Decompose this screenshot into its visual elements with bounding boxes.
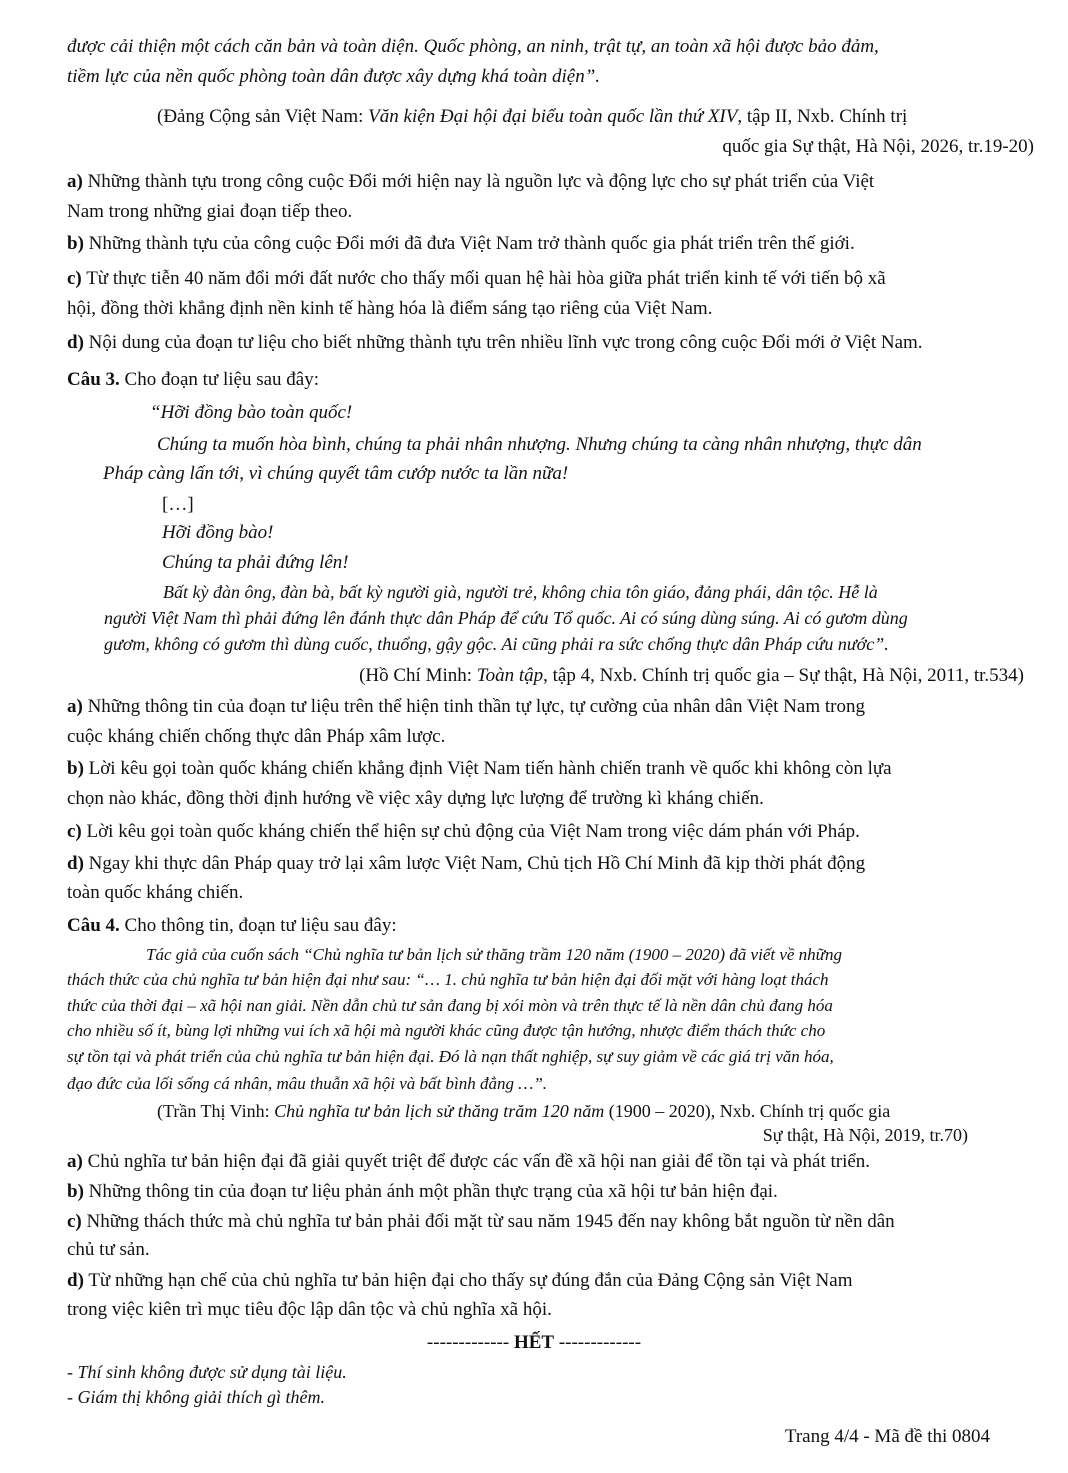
quote-line: người Việt Nam thì phải đứng lên đánh thực dân Pháp để cứu Tổ quốc. Ai có súng dùng súng. Ai có gươm dùng	[104, 608, 908, 628]
statement-b	[67, 231, 855, 257]
statement-text: Ngay khi thực dân Pháp quay trở lại xâm lược Việt Nam, Chủ tịch Hồ Chí Minh đã kịp thời phát động	[88, 853, 866, 874]
quote-line: Chúng ta phải đứng lên!	[162, 552, 349, 573]
quote-line: sự tồn tại và phát triển của chủ nghĩa tư bản hiện đại. Đó là nạn thất nghiệp, sự suy giảm về các giá trị văn hóa,	[67, 1047, 834, 1066]
quote-line: Pháp càng lấn tới, vì chúng quyết tâm cướp nước ta lần nữa!	[103, 463, 569, 484]
statement-b	[67, 756, 892, 782]
source-title: Văn kiện Đại hội đại biểu toàn quốc lần thứ XIV	[368, 106, 738, 127]
statement-d-cont: toàn quốc kháng chiến.	[67, 882, 244, 903]
quote-line: thách thức của chủ nghĩa tư bản hiện đại như sau: “… 1. chủ nghĩa tư bản hiện đại đối mặt với hàng loạt thách	[67, 970, 829, 989]
statement-text: Những thách thức mà chủ nghĩa tư bản phải đối mặt từ sau năm 1945 đến nay không bắt nguồn từ nền dân	[86, 1211, 895, 1232]
quote-line: thức của thời đại – xã hội nan giải. Nền dẫn chủ tư sản đang bị xói mòn và trên thực tế là nền dân chủ đang hóa	[67, 996, 833, 1015]
statement-d	[67, 330, 923, 356]
statement-a	[67, 694, 865, 720]
note-line: - Thí sinh không được sử dụng tài liệu.	[67, 1362, 347, 1382]
statement-text: Từ thực tiễn 40 năm đổi mới đất nước cho thấy mối quan hệ hài hòa giữa phát triển kinh tế với tiến bộ xã	[86, 268, 886, 289]
quote-line: Hỡi đồng bào!	[162, 522, 274, 543]
source-suffix: , tập 4, Nxb. Chính trị quốc gia – Sự thật, Hà Nội, 2011, tr.534)	[543, 665, 1024, 686]
question-3-heading	[67, 367, 319, 393]
statement-label: c)	[67, 1211, 82, 1232]
statement-c-cont: hội, đồng thời khẳng định nền kinh tế hàng hóa là điểm sáng tạo riêng của Việt Nam.	[67, 298, 713, 319]
source-suffix: (1900 – 2020), Nxb. Chính trị quốc gia	[604, 1101, 891, 1121]
statement-a	[67, 169, 874, 195]
statement-label: d)	[67, 332, 84, 353]
statement-label: d)	[67, 1270, 84, 1291]
source-prefix: (Hồ Chí Minh:	[359, 665, 477, 686]
source-title: Toàn tập	[476, 665, 544, 686]
source-citation	[157, 104, 907, 130]
statement-label: b)	[67, 1181, 84, 1202]
statement-d	[67, 851, 865, 877]
source-citation-line2: Sự thật, Hà Nội, 2019, tr.70)	[762, 1125, 968, 1145]
statement-text: Những thông tin của đoạn tư liệu phản ánh một phần thực trạng của xã hội tư bản hiện đại.	[88, 1181, 778, 1202]
end-text: HẾT	[513, 1332, 555, 1353]
statement-d	[67, 1268, 852, 1294]
source-prefix: (Trần Thị Vinh:	[157, 1101, 275, 1121]
source-citation	[157, 1098, 890, 1124]
question-prompt: Cho đoạn tư liệu sau đây:	[124, 369, 320, 390]
page-footer: Trang 4/4 - Mã đề thi 0804	[784, 1426, 990, 1447]
note-line: - Giám thị không giải thích gì thêm.	[67, 1387, 325, 1407]
statement-label: d)	[67, 853, 84, 874]
statement-text: Chủ nghĩa tư bản hiện đại đã giải quyết triệt để được các vấn đề xã hội nan giải để tồn tại và phát triển.	[87, 1151, 871, 1172]
quote-line: Chúng ta muốn hòa bình, chúng ta phải nhân nhượng. Nhưng chúng ta càng nhân nhượng, thực dân	[157, 434, 922, 455]
quote-line: đạo đức của lối sống cá nhân, mâu thuẫn xã hội và bất bình đẳng …”.	[67, 1074, 548, 1093]
end-dashes-right: -------------	[558, 1332, 642, 1353]
statement-text: Những thành tựu của công cuộc Đổi mới đã đưa Việt Nam trở thành quốc gia phát triển trên thế giới.	[88, 233, 855, 254]
question-label: Câu 3.	[67, 369, 120, 390]
statement-label: a)	[67, 1151, 83, 1172]
statement-label: c)	[67, 821, 82, 842]
statement-text: Nội dung của đoạn tư liệu cho biết những thành tựu trên nhiều lĩnh vực trong công cuộc Đổi mới ở Việt Nam.	[88, 332, 923, 353]
statement-text: Lời kêu gọi toàn quốc kháng chiến thể hiện sự chủ động của Việt Nam trong việc dám phán với Pháp.	[86, 821, 860, 842]
question-prompt: Cho thông tin, đoạn tư liệu sau đây:	[124, 915, 397, 936]
quote-line: tiềm lực của nền quốc phòng toàn dân được xây dựng khá toàn diện”.	[67, 66, 601, 87]
statement-c	[67, 819, 860, 845]
quote-line: cho nhiều số ít, bùng lợi những vui ích xã hội mà người khác cũng được tận hướng, nhược điểm thách thức cho	[67, 1021, 826, 1040]
quote-line: “Hỡi đồng bào toàn quốc!	[150, 402, 353, 423]
statement-label: b)	[67, 233, 84, 254]
question-4-heading	[67, 913, 397, 939]
quote-line: gươm, không có gươm thì dùng cuốc, thuổng, gậy gộc. Ai cũng phải ra sức chống thực dân Pháp cứu nước”.	[104, 634, 889, 654]
statement-text: Những thành tựu trong công cuộc Đổi mới hiện nay là nguồn lực và động lực cho sự phát triển của Việt	[87, 171, 875, 192]
statement-b-cont: chọn nào khác, đồng thời định hướng về việc xây dựng lực lượng để trường kì kháng chiến.	[67, 788, 764, 809]
statement-label: c)	[67, 268, 82, 289]
end-marker	[0, 1330, 1068, 1356]
statement-label: b)	[67, 758, 84, 779]
question-label: Câu 4.	[67, 915, 120, 936]
statement-b	[67, 1179, 778, 1205]
statement-text: Từ những hạn chế của chủ nghĩa tư bản hiện đại cho thấy sự đúng đắn của Đảng Cộng sản Việt Nam	[88, 1270, 853, 1291]
source-citation-line2: quốc gia Sự thật, Hà Nội, 2026, tr.19-20)	[722, 136, 1034, 157]
statement-a-cont: Nam trong những giai đoạn tiếp theo.	[67, 201, 353, 222]
statement-label: a)	[67, 171, 83, 192]
statement-text: Những thông tin của đoạn tư liệu trên thể hiện tinh thần tự lực, tự cường của nhân dân Việt Nam trong	[87, 696, 865, 717]
source-citation	[359, 663, 1024, 689]
statement-text: Lời kêu gọi toàn quốc kháng chiến khẳng định Việt Nam tiến hành chiến tranh về quốc khi không còn lựa	[88, 758, 892, 779]
quote-line: Bất kỳ đàn ông, đàn bà, bất kỳ người già, người trẻ, không chia tôn giáo, đảng phái, dân tộc. Hễ là	[163, 582, 878, 602]
quote-line: Tác giả của cuốn sách “Chủ nghĩa tư bản lịch sử thăng trầm 120 năm (1900 – 2020) đã viết về những	[146, 945, 842, 964]
source-title: Chủ nghĩa tư bản lịch sử thăng trăm 120 năm	[274, 1101, 605, 1121]
statement-d-cont: trong việc kiên trì mục tiêu độc lập dân tộc và chủ nghĩa xã hội.	[67, 1299, 552, 1320]
statement-c	[67, 1209, 895, 1235]
end-dashes-left: -------------	[426, 1332, 510, 1353]
statement-label: a)	[67, 696, 83, 717]
statement-a	[67, 1149, 870, 1175]
statement-a-cont: cuộc kháng chiến chống thực dân Pháp xâm lược.	[67, 726, 446, 747]
quote-ellipsis: […]	[162, 494, 194, 515]
statement-c	[67, 266, 886, 292]
statement-c-cont: chủ tư sản.	[67, 1239, 150, 1260]
source-suffix: , tập II, Nxb. Chính trị	[737, 106, 908, 127]
quote-line: được cải thiện một cách căn bản và toàn diện. Quốc phòng, an ninh, trật tự, an toàn xã hội được bảo đảm,	[67, 36, 879, 57]
source-prefix: (Đảng Cộng sản Việt Nam:	[157, 106, 369, 127]
